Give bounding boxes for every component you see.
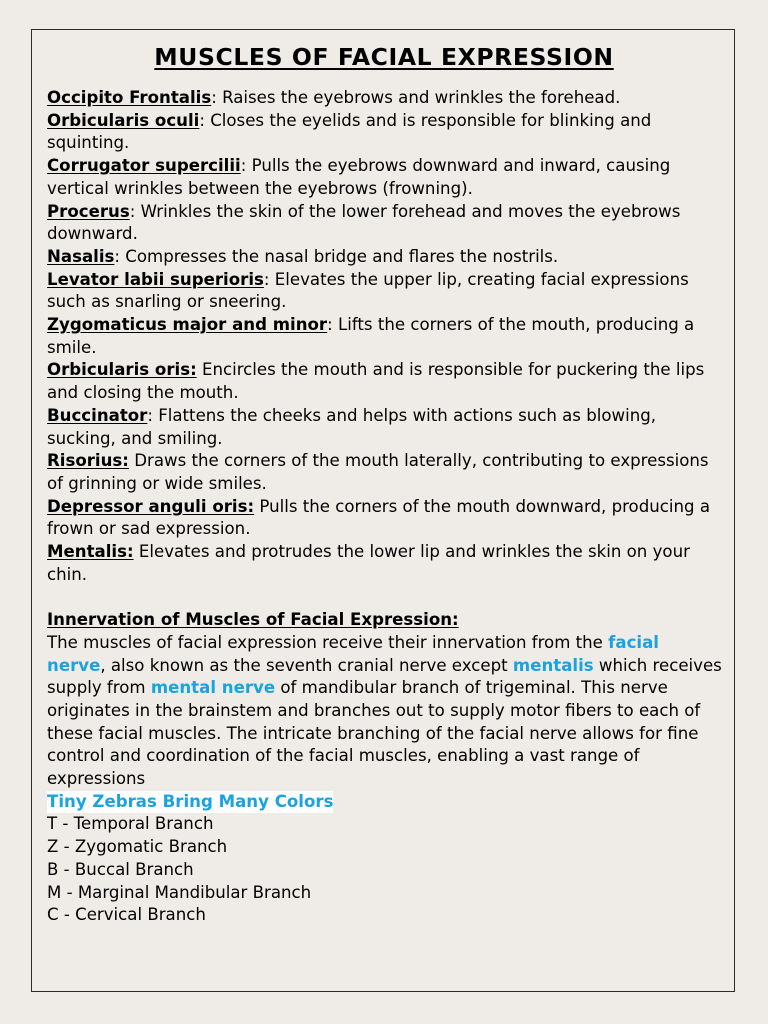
muscle-description: Wrinkles the skin of the lower forehead and moves the eyebrows downward. <box>47 201 681 244</box>
branch-item: C - Cervical Branch <box>47 905 206 925</box>
muscle-entry <box>47 201 722 246</box>
branch-item: M - Marginal Mandibular Branch <box>47 882 312 902</box>
muscle-name: Nasalis <box>47 246 115 266</box>
muscle-description: Raises the eyebrows and wrinkles the forehead. <box>216 88 621 107</box>
muscle-entry <box>47 87 722 110</box>
muscle-separator: : <box>129 201 136 221</box>
innervation-text: of mandibular branch of trigeminal. This nerve originates in the brainstem and branches out to supply motor fibers to each of these facial muscles. The intricate branching of the facial nerve allows for fine control and coordination of the facial muscles, enabling a vast range of expressions <box>47 678 701 789</box>
innervation-text: which receives supply from <box>47 655 722 698</box>
mental-nerve-highlight: mental nerve <box>150 678 276 698</box>
muscle-entry <box>47 314 722 359</box>
muscle-separator: : <box>240 156 247 176</box>
muscle-separator: : <box>211 88 217 107</box>
muscle-entry <box>47 246 722 269</box>
muscle-description: Flattens the cheeks and helps with actions such as blowing, sucking, and smiling. <box>47 405 657 448</box>
muscle-separator: : <box>263 269 270 289</box>
muscle-description: Compresses the nasal bridge and flares the nostrils. <box>120 246 559 266</box>
muscle-description: Lifts the corners of the mouth, producing a smile. <box>47 315 695 357</box>
muscle-description: Elevates the upper lip, creating facial expressions such as snarling or sneering. <box>47 269 689 312</box>
branch-item: T - Temporal Branch <box>47 814 214 834</box>
document-body <box>47 87 722 927</box>
muscle-name: Zygomaticus major and minor <box>47 315 328 335</box>
innervation-heading: Innervation of Muscles of Facial Expression: <box>47 610 459 630</box>
muscle-name: Levator labii superioris <box>47 269 264 289</box>
muscle-entry <box>47 450 722 495</box>
muscle-name: Orbicularis oculi <box>47 110 200 130</box>
muscle-name: Procerus <box>47 201 130 221</box>
muscle-separator: : <box>327 315 333 335</box>
muscle-separator: : <box>114 246 121 266</box>
muscle-separator: : <box>147 405 153 425</box>
muscle-name: Orbicularis oris: <box>47 360 197 380</box>
muscle-entry <box>47 155 722 200</box>
muscle-description: Draws the corners of the mouth laterally, contributing to expressions of grinning or wide smiles. <box>47 451 709 493</box>
muscle-name: Risorius: <box>47 451 129 471</box>
muscle-name: Mentalis: <box>47 542 134 562</box>
mentalis-highlight: mentalis <box>512 655 594 675</box>
paragraph-gap <box>47 586 722 609</box>
muscle-entry <box>47 496 722 541</box>
facial-nerve-highlight: facial nerve <box>47 632 659 675</box>
muscle-entry <box>47 269 722 314</box>
muscle-description: Closes the eyelids and is responsible for blinking and squinting. <box>47 110 652 153</box>
mnemonic-line <box>47 791 722 814</box>
muscle-description: Encircles the mouth and is responsible for puckering the lips and closing the mouth. <box>47 360 705 403</box>
mnemonic: Tiny Zebras Bring Many Colors <box>47 791 333 814</box>
innervation-text: The muscles of facial expression receive their innervation from the <box>47 632 609 652</box>
muscle-entry <box>47 359 722 404</box>
muscle-entry <box>47 110 722 155</box>
muscle-separator: : <box>199 110 205 130</box>
innervation-text: , also known as the seventh cranial nerve except <box>100 655 513 675</box>
muscle-name: Occipito Frontalis <box>47 88 212 107</box>
muscle-name: Corrugator supercilii <box>47 156 241 176</box>
muscle-description: Pulls the corners of the mouth downward, producing a frown or sad expression. <box>47 496 710 539</box>
branch-item: B - Buccal Branch <box>47 859 194 879</box>
muscle-entry <box>47 541 722 586</box>
muscle-name: Depressor anguli oris: <box>47 496 255 516</box>
page-title: MUSCLES OF FACIAL EXPRESSION <box>154 43 614 71</box>
innervation-paragraph <box>47 632 722 791</box>
branch-item: Z - Zygomatic Branch <box>47 837 228 857</box>
muscle-entry <box>47 405 722 450</box>
muscle-description: Elevates and protrudes the lower lip and wrinkles the skin on your chin. <box>47 542 690 584</box>
muscle-name: Buccinator <box>47 405 148 425</box>
muscle-description: Pulls the eyebrows downward and inward, causing vertical wrinkles between the eyebrows (frowning). <box>47 156 671 198</box>
